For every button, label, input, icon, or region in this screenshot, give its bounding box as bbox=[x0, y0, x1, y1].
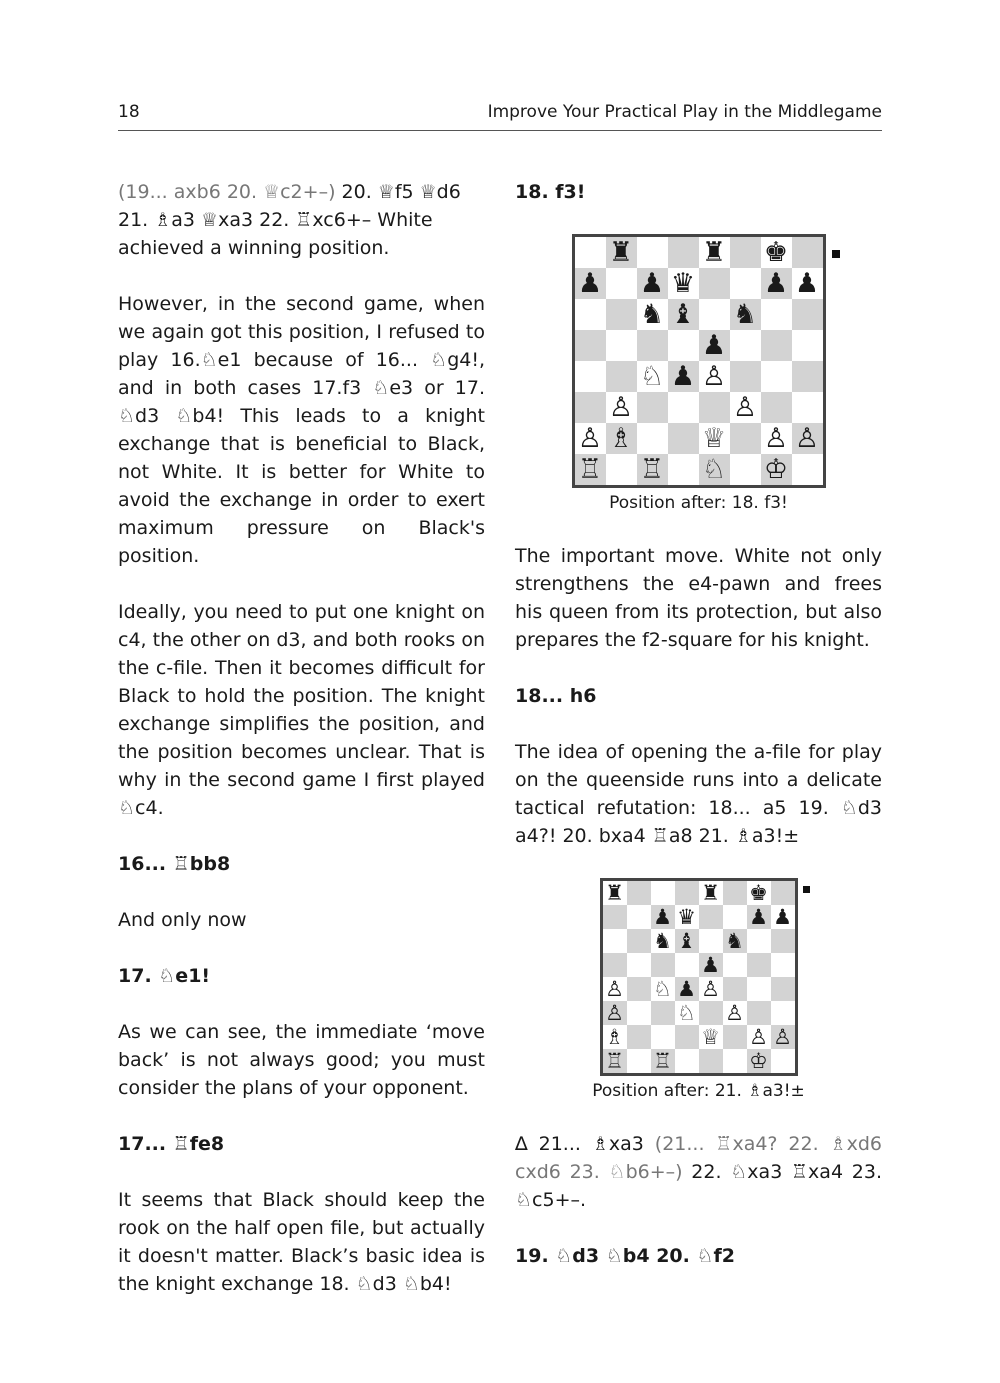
paragraph bbox=[118, 178, 485, 262]
board-rank bbox=[575, 330, 823, 361]
move-text: ∆ 21... ♗xa3 bbox=[515, 1133, 655, 1155]
chess-piece-square: ♔ bbox=[747, 1049, 771, 1073]
diagram-caption: Position after: 21. ♗a3!± bbox=[592, 1081, 805, 1101]
board-square bbox=[792, 237, 823, 268]
board-square bbox=[792, 330, 823, 361]
board-square bbox=[627, 1025, 651, 1049]
board-square bbox=[627, 953, 651, 977]
board-square bbox=[668, 423, 699, 454]
chess-board bbox=[572, 234, 826, 488]
board-square bbox=[730, 237, 761, 268]
chess-piece-square: ♚ bbox=[761, 237, 792, 268]
move-text: 22. ♘xa3 ♖xa4 23. ♘c5+–. bbox=[515, 1161, 882, 1211]
paragraph: Ideally, you need to put one knight on c4, the other on d3, and both rooks on the c-file. Then it becomes difficult for Black to hold the position. The knight exchange simplifies the position, and the position becomes unclear. That is why in the second game I first played ♘c4. bbox=[118, 601, 485, 819]
chess-piece-square: ♟ bbox=[699, 330, 730, 361]
board-square bbox=[637, 423, 668, 454]
chess-piece-square: ♘ bbox=[637, 361, 668, 392]
board-square bbox=[730, 330, 761, 361]
chess-piece-square: ♕ bbox=[699, 1025, 723, 1049]
chess-piece-square: ♟ bbox=[668, 361, 699, 392]
chess-piece-square: ♞ bbox=[723, 929, 747, 953]
chess-piece-square: ♙ bbox=[747, 1025, 771, 1049]
board-square bbox=[651, 1001, 675, 1025]
board-rank bbox=[575, 268, 823, 299]
chess-piece-square: ♙ bbox=[771, 1025, 795, 1049]
board-square bbox=[606, 268, 637, 299]
board-square bbox=[747, 929, 771, 953]
move-heading: 18... h6 bbox=[515, 685, 597, 707]
board-square bbox=[699, 905, 723, 929]
left-column bbox=[118, 178, 485, 1326]
board-rank bbox=[603, 977, 795, 1001]
board-square bbox=[771, 881, 795, 905]
chess-piece-square: ♟ bbox=[651, 905, 675, 929]
board-square bbox=[575, 361, 606, 392]
board-square bbox=[651, 1025, 675, 1049]
move-heading: 17. ♘e1! bbox=[118, 965, 211, 987]
chess-piece-square: ♖ bbox=[575, 454, 606, 485]
chess-piece-square: ♟ bbox=[637, 268, 668, 299]
board-square bbox=[675, 881, 699, 905]
chess-diagram-2 bbox=[515, 878, 882, 1102]
board-square bbox=[675, 1025, 699, 1049]
board-square bbox=[603, 953, 627, 977]
board-square bbox=[730, 268, 761, 299]
black-to-move-marker bbox=[803, 886, 810, 893]
board-square bbox=[651, 881, 675, 905]
board-square bbox=[675, 953, 699, 977]
chess-piece-square: ♘ bbox=[699, 454, 730, 485]
chess-piece-square: ♖ bbox=[603, 1049, 627, 1073]
board-square bbox=[603, 929, 627, 953]
board-square bbox=[627, 881, 651, 905]
board-rank bbox=[603, 1025, 795, 1049]
chess-piece-square: ♗ bbox=[603, 1025, 627, 1049]
board-square bbox=[575, 330, 606, 361]
board-square bbox=[747, 953, 771, 977]
board-square bbox=[575, 299, 606, 330]
chess-piece-square: ♟ bbox=[699, 953, 723, 977]
board-square bbox=[699, 392, 730, 423]
board-square bbox=[761, 330, 792, 361]
move-heading: 19. ♘d3 ♘b4 20. ♘f2 bbox=[515, 1245, 736, 1267]
move-heading: 18. f3! bbox=[515, 181, 586, 203]
board-rank bbox=[603, 881, 795, 905]
chess-piece-square: ♟ bbox=[771, 905, 795, 929]
board-rank bbox=[603, 929, 795, 953]
chess-piece-square: ♛ bbox=[668, 268, 699, 299]
board-square bbox=[637, 237, 668, 268]
board-square bbox=[792, 299, 823, 330]
chess-piece-square: ♙ bbox=[606, 392, 637, 423]
chess-piece-square: ♛ bbox=[675, 905, 699, 929]
board-rank bbox=[575, 423, 823, 454]
board-square bbox=[575, 392, 606, 423]
chess-piece-square: ♙ bbox=[730, 392, 761, 423]
board-square bbox=[606, 299, 637, 330]
board-square bbox=[668, 392, 699, 423]
chess-piece-square: ♕ bbox=[699, 423, 730, 454]
board-rank bbox=[575, 361, 823, 392]
board-square bbox=[627, 905, 651, 929]
board-square bbox=[723, 905, 747, 929]
page-header bbox=[118, 100, 882, 131]
chess-piece-square: ♟ bbox=[575, 268, 606, 299]
chess-piece-square: ♙ bbox=[792, 423, 823, 454]
variation-text: (19... axb6 20. ♕c2+–) bbox=[118, 181, 336, 203]
board-square bbox=[606, 361, 637, 392]
board-square bbox=[606, 454, 637, 485]
paragraph: However, in the second game, when we again got this position, I refused to play 16.♘e1 because of 16... ♘g4!, and in both cases 17.f3 ♘e3 or 17. ♘d3 ♘b4! This leads to a knight exchange that is beneficial to Black, not White. It is better for White to avoid the exchange in order to exert maximum pressure on Black's position. bbox=[118, 293, 485, 567]
board-square bbox=[627, 1049, 651, 1073]
board-square bbox=[627, 977, 651, 1001]
chess-piece-square: ♟ bbox=[761, 268, 792, 299]
chess-piece-square: ♞ bbox=[651, 929, 675, 953]
board-square bbox=[606, 330, 637, 361]
chess-piece-square: ♝ bbox=[675, 929, 699, 953]
board-square bbox=[730, 423, 761, 454]
chess-piece-square: ♙ bbox=[603, 977, 627, 1001]
paragraph: The idea of opening the a-file for play on the queenside runs into a delicate tactical refutation: 18... a5 19. ♘d3 a4?! 20. bxa4 ♖a8 21. ♗a3!± bbox=[515, 741, 882, 847]
right-column bbox=[515, 178, 882, 1298]
board-square bbox=[723, 1049, 747, 1073]
move-heading: 17... ♖fe8 bbox=[118, 1133, 225, 1155]
board-square bbox=[699, 1001, 723, 1025]
board-square bbox=[699, 268, 730, 299]
running-title: Improve Your Practical Play in the Middlegame bbox=[487, 102, 882, 122]
chess-piece-square: ♙ bbox=[723, 1001, 747, 1025]
board-square bbox=[651, 953, 675, 977]
board-square bbox=[771, 1001, 795, 1025]
chess-piece-square: ♟ bbox=[747, 905, 771, 929]
board-square bbox=[723, 881, 747, 905]
chess-piece-square: ♔ bbox=[761, 454, 792, 485]
board-square bbox=[699, 929, 723, 953]
board-square bbox=[668, 237, 699, 268]
board-rank bbox=[575, 392, 823, 423]
move-heading: 16... ♖bb8 bbox=[118, 853, 231, 875]
board-square bbox=[668, 330, 699, 361]
chess-piece-square: ♜ bbox=[699, 237, 730, 268]
board-square bbox=[761, 361, 792, 392]
chess-piece-square: ♚ bbox=[747, 881, 771, 905]
chess-piece-square: ♟ bbox=[675, 977, 699, 1001]
board-square bbox=[637, 392, 668, 423]
chess-piece-square: ♝ bbox=[668, 299, 699, 330]
chess-piece-square: ♜ bbox=[606, 237, 637, 268]
board-square bbox=[761, 392, 792, 423]
chess-piece-square: ♙ bbox=[603, 1001, 627, 1025]
board-square bbox=[761, 299, 792, 330]
chess-board bbox=[600, 878, 798, 1076]
chess-piece-square: ♙ bbox=[575, 423, 606, 454]
board-square bbox=[575, 237, 606, 268]
board-square bbox=[675, 1049, 699, 1073]
chess-piece-square: ♘ bbox=[651, 977, 675, 1001]
board-square bbox=[747, 1001, 771, 1025]
paragraph: The important move. White not only strengthens the e4-pawn and frees his queen from its protection, but also prepares the f2-square for his knight. bbox=[515, 545, 882, 651]
board-square bbox=[792, 392, 823, 423]
paragraph bbox=[515, 1130, 882, 1214]
chess-piece-square: ♞ bbox=[730, 299, 761, 330]
chess-piece-square: ♗ bbox=[606, 423, 637, 454]
board-square bbox=[627, 1001, 651, 1025]
board-square bbox=[730, 454, 761, 485]
board-square bbox=[699, 1049, 723, 1073]
chess-diagram-1 bbox=[515, 234, 882, 514]
board-square bbox=[637, 330, 668, 361]
board-square bbox=[699, 299, 730, 330]
chess-piece-square: ♖ bbox=[637, 454, 668, 485]
board-square bbox=[747, 977, 771, 1001]
board-square bbox=[771, 953, 795, 977]
black-to-move-marker bbox=[832, 250, 840, 258]
board-rank bbox=[603, 905, 795, 929]
chess-piece-square: ♜ bbox=[603, 881, 627, 905]
board-square bbox=[771, 929, 795, 953]
board-square bbox=[792, 361, 823, 392]
board-rank bbox=[575, 299, 823, 330]
board-square bbox=[771, 1049, 795, 1073]
board-square bbox=[771, 977, 795, 1001]
board-square bbox=[723, 977, 747, 1001]
variation-text: (21... ♖xa4? 22. ♗xd6 cxd6 23. ♘b6+–) bbox=[515, 1133, 882, 1183]
chess-piece-square: ♜ bbox=[699, 881, 723, 905]
board-rank bbox=[603, 1001, 795, 1025]
chess-piece-square: ♙ bbox=[761, 423, 792, 454]
board-square bbox=[668, 454, 699, 485]
diagram-caption: Position after: 18. f3! bbox=[609, 493, 788, 513]
board-rank bbox=[603, 953, 795, 977]
board-square bbox=[627, 929, 651, 953]
board-square bbox=[723, 953, 747, 977]
board-square bbox=[603, 905, 627, 929]
page-number: 18 bbox=[118, 102, 140, 122]
paragraph: It seems that Black should keep the rook on the half open file, but actually it doesn't matter. Black’s basic idea is the knight exchange 18. ♘d3 ♘b4! bbox=[118, 1189, 485, 1295]
board-square bbox=[730, 361, 761, 392]
chess-piece-square: ♖ bbox=[651, 1049, 675, 1073]
chess-piece-square: ♞ bbox=[637, 299, 668, 330]
chess-piece-square: ♟ bbox=[792, 268, 823, 299]
board-square bbox=[792, 454, 823, 485]
board-square bbox=[723, 1025, 747, 1049]
board-rank bbox=[575, 237, 823, 268]
chess-piece-square: ♙ bbox=[699, 977, 723, 1001]
board-rank bbox=[575, 454, 823, 485]
chess-piece-square: ♙ bbox=[699, 361, 730, 392]
board-rank bbox=[603, 1049, 795, 1073]
move-text: 20. ♕f5 ♕d6 21. ♗a3 ♕xa3 22. ♖xc6+– White achieved a winning position. bbox=[118, 181, 461, 259]
paragraph: And only now bbox=[118, 909, 247, 931]
paragraph: As we can see, the immediate ‘move back’ is not always good; you must consider the plans of your opponent. bbox=[118, 1021, 485, 1099]
chess-piece-square: ♘ bbox=[675, 1001, 699, 1025]
